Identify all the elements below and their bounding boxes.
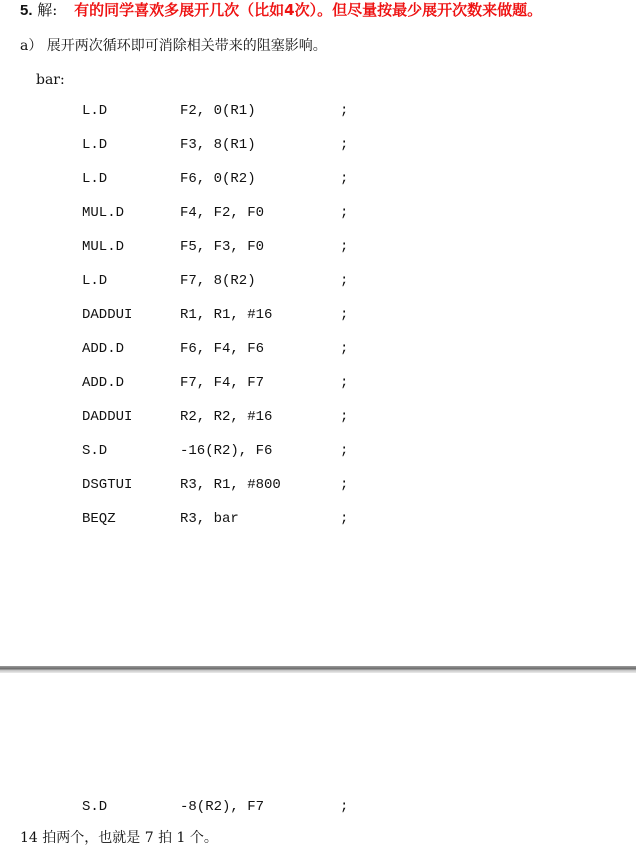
code-operands: R1, R1, #16 <box>180 307 273 323</box>
code-line <box>0 100 636 122</box>
problem-heading <box>20 0 542 21</box>
loop-label: bar: <box>36 72 65 88</box>
problem-number: 5. <box>20 2 33 19</box>
code-line <box>0 304 636 326</box>
code-opcode: ADD.D <box>82 341 125 357</box>
code-operands: R3, bar <box>180 511 239 527</box>
code-line <box>0 796 636 818</box>
code-line <box>0 270 636 292</box>
code-semicolon: ; <box>340 477 349 493</box>
code-line <box>0 236 636 258</box>
code-operands: F6, F4, F6 <box>180 341 265 357</box>
code-semicolon: ; <box>340 205 349 221</box>
code-semicolon: ; <box>340 375 349 391</box>
code-opcode: BEQZ <box>82 511 116 527</box>
code-operands: -8(R2), F7 <box>180 799 265 815</box>
code-operands: F3, 8(R1) <box>180 137 256 153</box>
footer-note: 14 拍两个，也就是 7 拍 1 个。 <box>20 830 218 846</box>
code-opcode: L.D <box>82 171 108 187</box>
code-line <box>0 134 636 156</box>
code-line <box>0 168 636 190</box>
code-semicolon: ; <box>340 409 349 425</box>
code-semicolon: ; <box>340 171 349 187</box>
code-opcode: DADDUI <box>82 409 133 425</box>
code-opcode: L.D <box>82 273 108 289</box>
code-opcode: DSGTUI <box>82 477 133 493</box>
code-semicolon: ; <box>340 239 349 255</box>
code-opcode: S.D <box>82 799 108 815</box>
code-operands: F7, 8(R2) <box>180 273 256 289</box>
code-operands: F4, F2, F0 <box>180 205 265 221</box>
code-semicolon: ; <box>340 307 349 323</box>
code-semicolon: ; <box>340 443 349 459</box>
code-line <box>0 440 636 462</box>
code-opcode: MUL.D <box>82 205 125 221</box>
subheading: a） 展开两次循环即可消除相关带来的阻塞影响。 <box>20 38 327 54</box>
code-opcode: MUL.D <box>82 239 125 255</box>
page-break-divider <box>0 666 636 673</box>
code-line <box>0 202 636 224</box>
code-opcode: S.D <box>82 443 108 459</box>
code-opcode: ADD.D <box>82 375 125 391</box>
code-line <box>0 338 636 360</box>
code-operands: R3, R1, #800 <box>180 477 281 493</box>
code-line <box>0 372 636 394</box>
code-semicolon: ; <box>340 511 349 527</box>
code-line <box>0 508 636 530</box>
heading-note: 有的同学喜欢多展开几次（比如4次）。但尽量按最少展开次数来做题。 <box>74 1 543 19</box>
code-semicolon: ; <box>340 799 349 815</box>
code-opcode: L.D <box>82 137 108 153</box>
code-opcode: DADDUI <box>82 307 133 323</box>
code-operands: F7, F4, F7 <box>180 375 265 391</box>
code-semicolon: ; <box>340 341 349 357</box>
code-semicolon: ; <box>340 137 349 153</box>
code-line <box>0 474 636 496</box>
code-operands: F2, 0(R1) <box>180 103 256 119</box>
code-operands: R2, R2, #16 <box>180 409 273 425</box>
code-operands: -16(R2), F6 <box>180 443 273 459</box>
code-opcode: L.D <box>82 103 108 119</box>
code-operands: F6, 0(R2) <box>180 171 256 187</box>
code-line <box>0 406 636 428</box>
code-operands: F5, F3, F0 <box>180 239 265 255</box>
code-semicolon: ; <box>340 273 349 289</box>
solution-label: 解: <box>37 1 58 19</box>
code-semicolon: ; <box>340 103 349 119</box>
